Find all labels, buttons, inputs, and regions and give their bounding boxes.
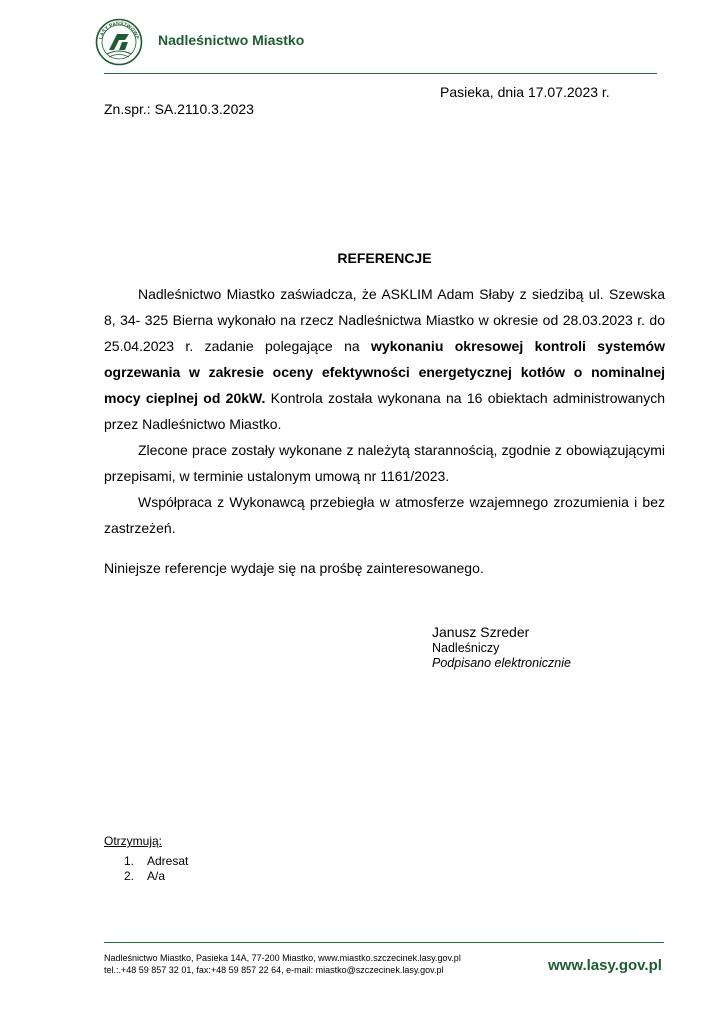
recipients-label: Otrzymują: [104, 834, 163, 848]
recipients-list [124, 854, 188, 884]
letter-title: REFERENCJE [337, 250, 432, 266]
paragraph-1-part-a: Nadleśnictwo Miastko zaświadcza, że ASKLIM Adam Słaby z siedzibą ul. Szewska 8, 34- 325 Bierna wykonało na rzecz Nadleśnictwa Miastko w okresie od 28.03.2023 r. do 25.04.2023 r. zadanie polegające na [104, 286, 665, 354]
list-item [124, 854, 188, 869]
list-item-number: 1. [124, 854, 135, 868]
paragraph-1-part-b: Kontrola została wykonana na 16 obiektach administrowanych przez Nadleśnictwo Miastko. [104, 390, 665, 432]
place-date: Pasieka, dnia 17.07.2023 r. [440, 84, 610, 100]
footer-website: www.lasy.gov.pl [548, 957, 662, 974]
footer-address: Nadleśnictwo Miastko, Pasieka 14A, 77-200 Miastko, www.miastko.szczecinek.lasy.gov.pl [104, 953, 461, 963]
paragraph-3: Współpraca z Wykonawcą przebiegła w atmosferze wzajemnego zrozumienia i bez zastrzeżeń. [104, 494, 665, 536]
reference-number: Zn.spr.: SA.2110.3.2023 [104, 101, 254, 117]
paragraph-1 [104, 281, 665, 437]
paragraph-2: Zlecone prace zostały wykonane z należytą starannością, zgodnie z obowiązującymi przepisami, w terminie ustalonym umową nr 1161/2023. [104, 442, 665, 484]
letter-body [104, 281, 665, 541]
signatory-role: Nadleśniczy [432, 641, 500, 655]
closing-sentence: Niniejsze referencje wydaje się na prośbę zainteresowanego. [104, 560, 484, 576]
signatory-name: Janusz Szreder [432, 624, 530, 640]
list-item-number: 2. [124, 869, 135, 883]
lasy-panstwowe-logo [95, 18, 143, 66]
paragraph-1-bold: wykonaniu okresowej kontroli systemów ogrzewania w zakresie oceny efektywności energetycznej kotłów o nominalnej mocy cieplnej od 20kW. [104, 338, 665, 406]
org-name: Nadleśnictwo Miastko [158, 32, 305, 48]
signature-note: Podpisano elektronicznie [432, 656, 571, 670]
list-item-text: A/a [147, 869, 166, 883]
footer-contacts: tel.:.+48 59 857 32 01, fax:+48 59 857 22 64, e-mail: miastko@szczecinek.lasy.gov.pl [104, 965, 444, 975]
svg-text:LASY PAŃSTWOWE: LASY PAŃSTWOWE [98, 20, 140, 41]
footer-divider [104, 942, 664, 943]
list-item [124, 869, 188, 884]
header-divider [104, 73, 657, 74]
list-item-text: Adresat [147, 854, 189, 868]
